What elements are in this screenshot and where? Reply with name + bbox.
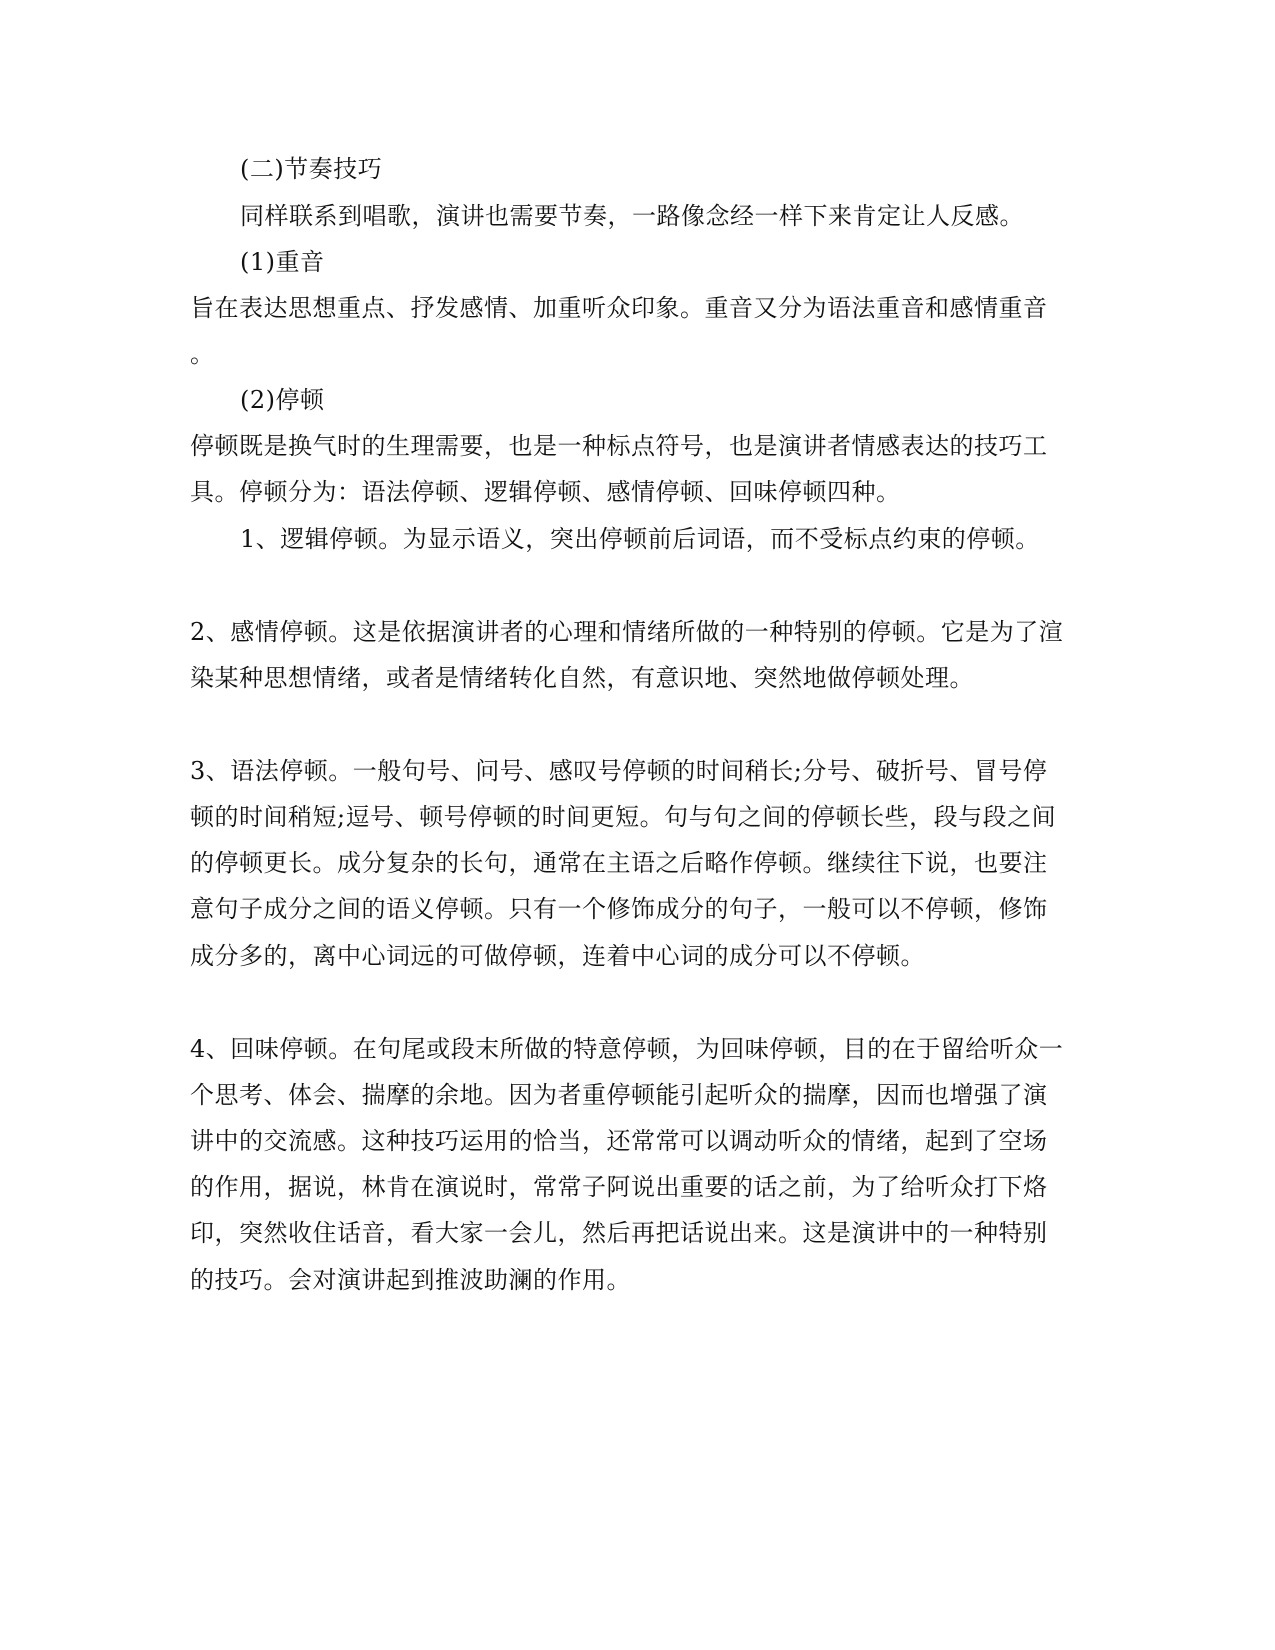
pause-paragraph-line: 停顿既是换气时的生理需要，也是一种标点符号，也是演讲者情感表达的技巧工 xyxy=(190,432,1048,460)
stress-heading: (1)重音 xyxy=(240,248,325,276)
emotion-pause-line: 染某种思想情绪，或者是情绪转化自然，有意识地、突然地做停顿处理。 xyxy=(190,664,974,692)
emotion-pause-line: 2、感情停顿。这是依据演讲者的心理和情绪所做的一种特别的停顿。它是为了渲 xyxy=(190,618,1064,646)
grammar-pause-line: 的停顿更长。成分复杂的长句，通常在主语之后略作停顿。继续往下说，也要注 xyxy=(190,849,1048,877)
aftertaste-pause-line: 印，突然收住话音，看大家一会儿，然后再把话说出来。这是演讲中的一种特别 xyxy=(190,1219,1048,1247)
pause-heading: (2)停顿 xyxy=(240,386,325,414)
grammar-pause-line: 3、语法停顿。一般句号、问号、感叹号停顿的时间稍长;分号、破折号、冒号停 xyxy=(190,757,1048,785)
aftertaste-pause-line: 讲中的交流感。这种技巧运用的恰当，还常常可以调动听众的情绪，起到了空场 xyxy=(190,1127,1048,1155)
grammar-pause-line: 顿的时间稍短;逗号、顿号停顿的时间更短。句与句之间的停顿长些，段与段之间 xyxy=(190,803,1057,831)
logic-pause-paragraph: 1、逻辑停顿。为显示语义，突出停顿前后词语，而不受标点约束的停顿。 xyxy=(240,525,1040,553)
aftertaste-pause-line: 的技巧。会对演讲起到推波助澜的作用。 xyxy=(190,1266,631,1294)
stress-paragraph-line: 。 xyxy=(190,340,215,368)
grammar-pause-line: 成分多的，离中心词远的可做停顿，连着中心词的成分可以不停顿。 xyxy=(190,942,925,970)
section-heading: (二)节奏技巧 xyxy=(240,155,383,183)
grammar-pause-line: 意句子成分之间的语义停顿。只有一个修饰成分的句子，一般可以不停顿，修饰 xyxy=(190,895,1048,923)
aftertaste-pause-line: 个思考、体会、揣摩的余地。因为者重停顿能引起听众的揣摩，因而也增强了演 xyxy=(190,1081,1048,1109)
aftertaste-pause-line: 4、回味停顿。在句尾或段末所做的特意停顿，为回味停顿，目的在于留给听众一 xyxy=(190,1035,1064,1063)
aftertaste-pause-line: 的作用，据说，林肯在演说时，常常子阿说出重要的话之前，为了给听众打下烙 xyxy=(190,1173,1048,1201)
stress-paragraph-line: 旨在表达思想重点、抒发感情、加重听众印象。重音又分为语法重音和感情重音 xyxy=(190,294,1048,322)
pause-paragraph-line: 具。停顿分为：语法停顿、逻辑停顿、感情停顿、回味停顿四种。 xyxy=(190,478,901,506)
section-intro: 同样联系到唱歌，演讲也需要节奏，一路像念经一样下来肯定让人反感。 xyxy=(240,202,1024,230)
